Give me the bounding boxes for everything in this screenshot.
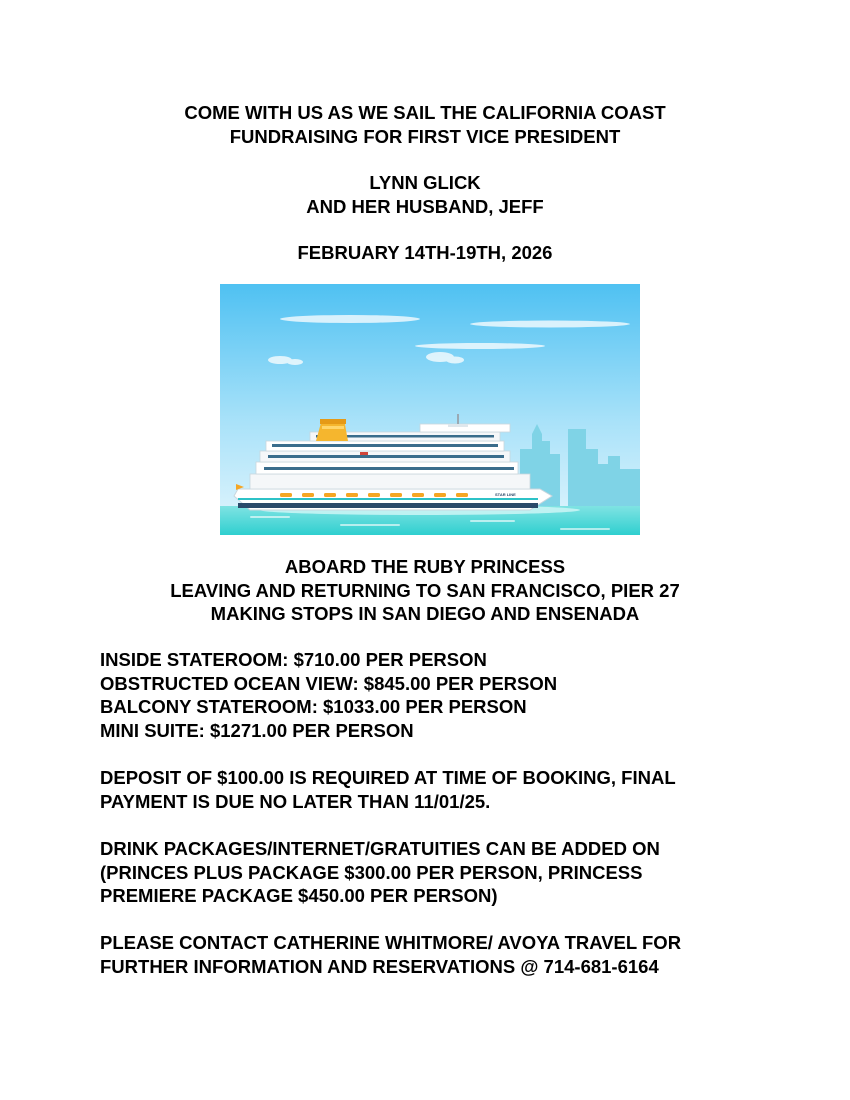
price-inside-stateroom: INSIDE STATEROOM: $710.00 PER PERSON: [100, 649, 487, 670]
deposit-line: DEPOSIT OF $100.00 IS REQUIRED AT TIME OF BOOKING, FINAL: [100, 767, 676, 788]
contact-line: PLEASE CONTACT CATHERINE WHITMORE/ AVOYA TRAVEL FOR: [100, 932, 682, 953]
ship-name: ABOARD THE RUBY PRINCESS: [284, 556, 566, 577]
add-ons-line: (PRINCES PLUS PACKAGE $300.00 PER PERSON, PRINCESS: [100, 861, 643, 883]
heading-block: [0, 101, 850, 148]
heading-line-1: COME WITH US AS WE SAIL THE CALIFORNIA COAST: [184, 102, 666, 123]
heading-line-2: FUNDRAISING FOR FIRST VICE PRESIDENT: [229, 125, 621, 147]
departure-port: LEAVING AND RETURNING TO SAN FRANCISCO, PIER 27: [170, 579, 680, 601]
contact-paragraph: [100, 931, 800, 978]
deposit-paragraph: [100, 766, 800, 813]
cruise-dates: FEBRUARY 14TH-19TH, 2026: [297, 242, 553, 263]
ports-of-call: MAKING STOPS IN SAN DIEGO AND ENSENADA: [210, 603, 640, 624]
add-ons-paragraph: [100, 837, 800, 908]
price-list: [100, 648, 800, 742]
contact-line: FURTHER INFORMATION AND RESERVATIONS @ 714-681-6164: [100, 955, 659, 977]
voyage-block: [0, 555, 850, 626]
ship-name-label: STAR LINE: [495, 492, 516, 497]
add-ons-line: DRINK PACKAGES/INTERNET/GRATUITIES CAN BE ADDED ON: [100, 838, 660, 859]
honoree-spouse: AND HER HUSBAND, JEFF: [306, 195, 544, 217]
honoree-name: LYNN GLICK: [369, 172, 481, 193]
dates-block: [0, 241, 850, 265]
honorees-block: [0, 171, 850, 218]
cruise-ship-illustration: [220, 284, 640, 535]
price-obstructed-ocean-view: OBSTRUCTED OCEAN VIEW: $845.00 PER PERSON: [100, 672, 558, 694]
deposit-line: PAYMENT IS DUE NO LATER THAN 11/01/25.: [100, 790, 491, 812]
price-mini-suite: MINI SUITE: $1271.00 PER PERSON: [100, 719, 414, 741]
price-balcony-stateroom: BALCONY STATEROOM: $1033.00 PER PERSON: [100, 696, 527, 717]
add-ons-line: PREMIERE PACKAGE $450.00 PER PERSON): [100, 885, 498, 906]
